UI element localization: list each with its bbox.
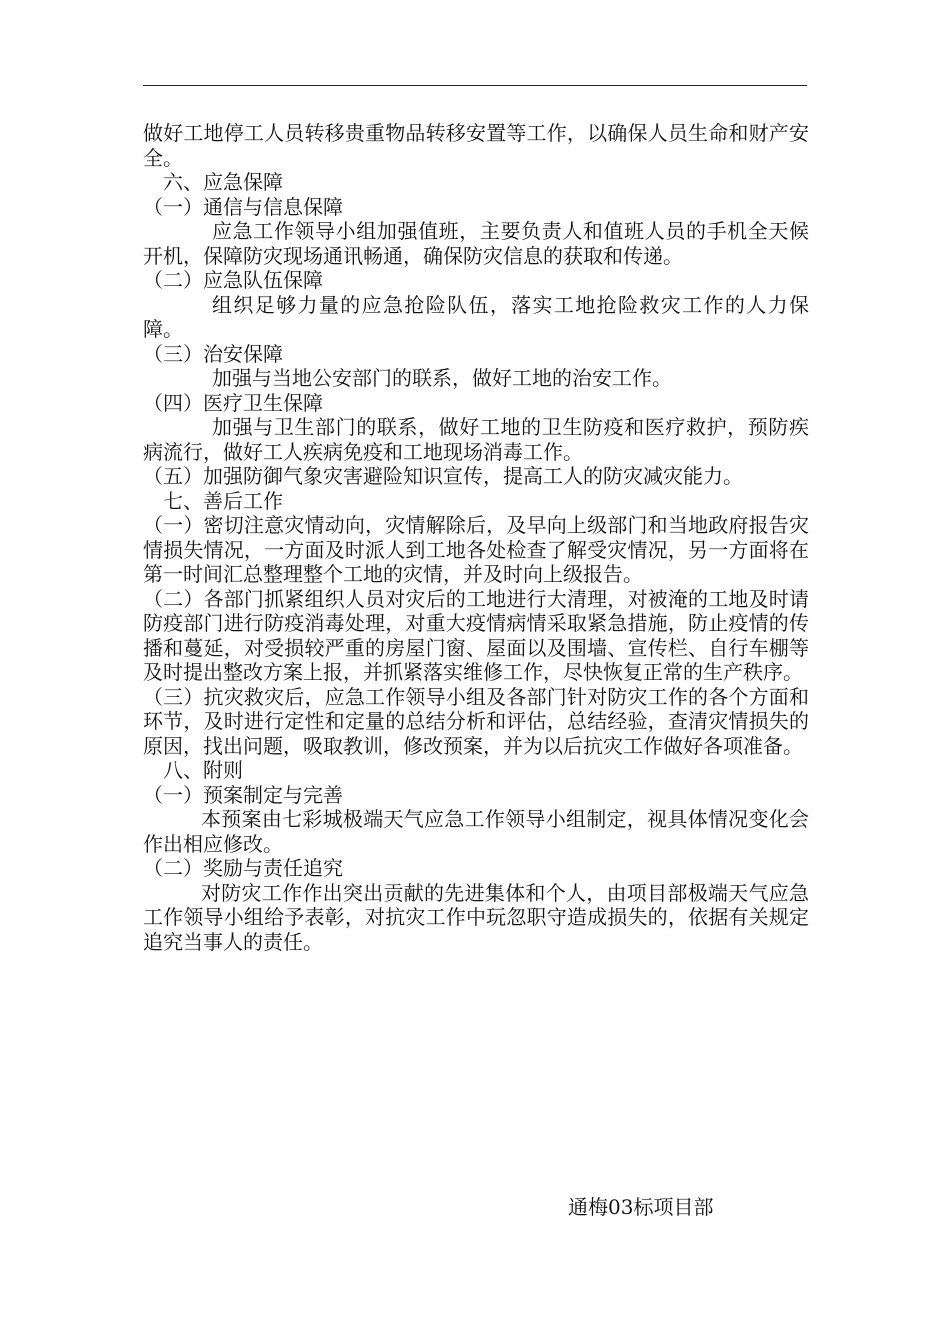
section-heading-emergency-support: 六、应急保障 [163, 170, 283, 194]
paragraph-reward: 对防灾工作作出突出贡献的先进集体和个人，由项目部极端天气应急工作领导小组给予表彰，对抗灾工作中玩忽职守造成损失的，依据有关规定追究当事人的责任。 [143, 880, 809, 954]
paragraph-aftermath-3: （三）抗灾救灾后，应急工作领导小组及各部门针对防灾工作的各个方面和环节，及时进行定性和定量的总结分析和评估，总结经验，查清灾情损失的原因，找出问题，吸取教训，修改预案，并为以后抗灾工作做好各项准备。 [143, 684, 809, 758]
paragraph-aftermath-2: （二）各部门抓紧组织人员对灾后的工地进行大清理，对被淹的工地及时请防疫部门进行防疫消毒处理，对重大疫情病情采取紧急措施，防止疫情的传播和蔓延，对受损较严重的房屋门窗、屋面以及围墙、宣传栏、自行车棚等及时提出整改方案上报，并抓紧落实维修工作，尽快恢复正常的生产秩序。 [143, 586, 809, 684]
subheading-plan: （一）预案制定与完善 [143, 782, 343, 807]
paragraph-aftermath-1: （一）密切注意灾情动向，灾情解除后，及早向上级部门和当地政府报告灾情损失情况，一方面及时派人到工地各处检查了解受灾情况，另一方面将在第一时间汇总整理整个工地的灾情，并及时向上级报告。 [143, 513, 809, 586]
signature: 通梅03标项目部 [568, 1195, 714, 1219]
paragraph-publicity: （五）加强防御气象灾害避险知识宣传，提高工人的防灾减灾能力。 [143, 464, 743, 488]
subheading-team: （二）应急队伍保障 [143, 268, 323, 292]
paragraph-communication: 应急工作领导小组加强值班，主要负责人和值班人员的手机全天候开机，保障防灾现场通讯畅通，确保防灾信息的获取和传递。 [143, 219, 809, 268]
subheading-security: （三）治安保障 [143, 341, 283, 366]
section-heading-aftermath: 七、善后工作 [163, 488, 283, 513]
subheading-medical: （四）医疗卫生保障 [143, 390, 323, 415]
paragraph-team: 组织足够力量的应急抢险队伍，落实工地抢险救灾工作的人力保障。 [143, 292, 809, 341]
subheading-reward: （二）奖励与责任追究 [143, 856, 343, 880]
document-body [143, 121, 809, 954]
header-rule [143, 85, 807, 86]
section-heading-appendix: 八、附则 [163, 758, 243, 782]
paragraph-safety-continuation: 做好工地停工人员转移贵重物品转移安置等工作，以确保人员生命和财产安全。 [143, 121, 809, 170]
subheading-communication: （一）通信与信息保障 [143, 194, 343, 219]
paragraph-plan: 本预案由七彩城极端天气应急工作领导小组制定，视具体情况变化会作出相应修改。 [143, 807, 809, 856]
paragraph-security: 加强与当地公安部门的联系，做好工地的治安工作。 [212, 366, 672, 390]
paragraph-medical: 加强与卫生部门的联系，做好工地的卫生防疫和医疗救护，预防疾病流行，做好工人疾病免疫和工地现场消毒工作。 [143, 415, 809, 464]
